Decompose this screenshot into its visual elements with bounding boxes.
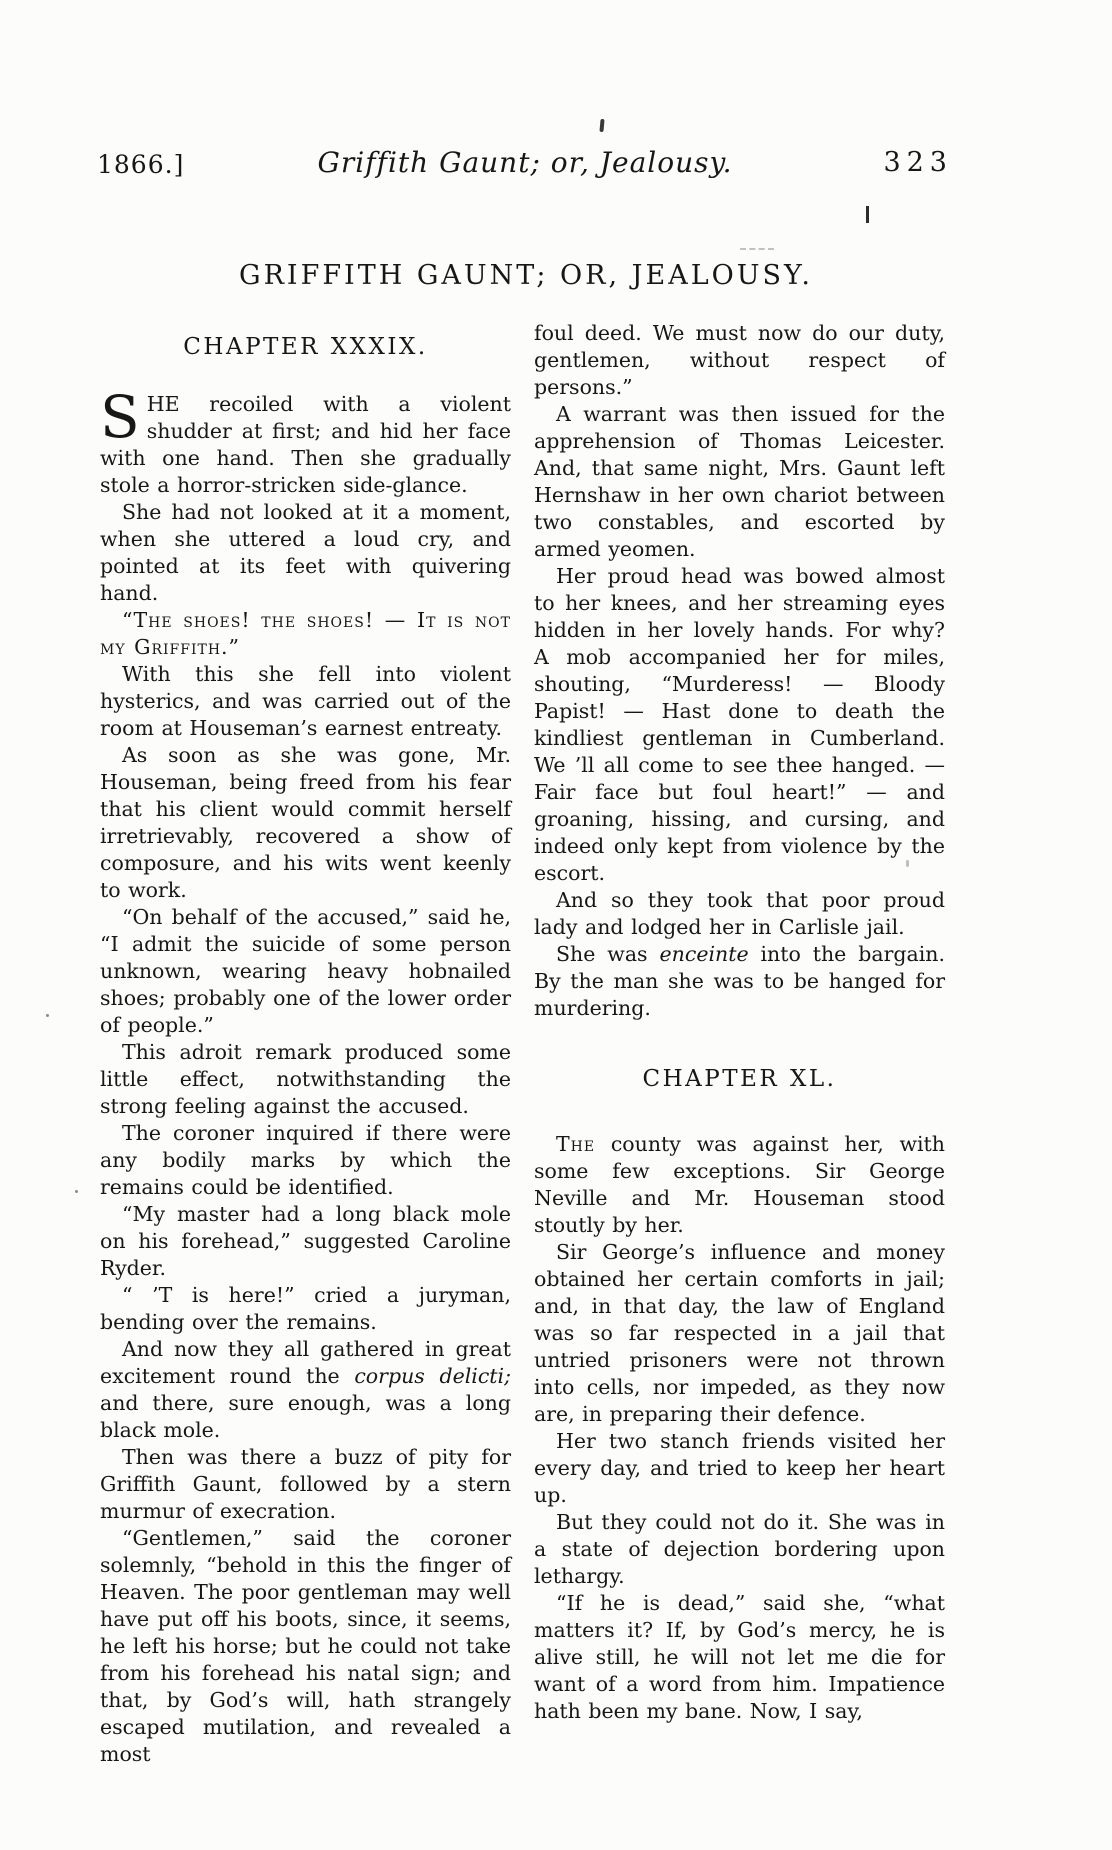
italic-phrase: enceinte [659,942,749,966]
paragraph: With this she fell into violent hysterics, and was carried out of the room at Houseman’s earnest entreaty. [100,662,511,740]
paragraph-text: county was against her, with some few exceptions. Sir George Neville and Mr. Houseman stood stoutly by her. [534,1132,945,1237]
paragraph-text: recoiled with a violent shudder at first; and hid her face with one hand. Then she gradually stole a horror-stricken side-glance. [100,392,511,497]
paragraph: Sir George’s influence and money obtained her certain comforts in jail; and, in that day, the law of England was so far respected in a jail that untried prisoners were not thrown into cells, nor impeded, as they now are, in preparing their defence. [534,1240,945,1426]
header-page-number: 323 [883,147,953,178]
paragraph: And so they took that poor proud lady and lodged her in Carlisle jail. [534,888,945,939]
page-title: GRIFFITH GAUNT; OR, JEALOUSY. [239,260,813,291]
paragraph: She had not looked at it a moment, when she uttered a loud cry, and pointed at its feet with quivering hand. [100,500,511,605]
smallcaps-lead: The [556,1132,596,1156]
paragraph-with-italic [534,941,945,1022]
paragraph-text: And now they all gathered in great excitement round the [100,1337,511,1388]
dropcap-lead: HE [146,392,180,416]
paragraph-dropcap [100,383,511,499]
paragraph: “My master had a long black mole on his forehead,” suggested Caroline Ryder. [100,1202,511,1280]
paragraph: The coroner inquired if there were any bodily marks by which the remains could be identified. [100,1121,511,1199]
paragraph-text: and there, sure enough, was a long black mole. [100,1391,511,1442]
paragraph: “If he is dead,” said she, “what matters it? If, by God’s mercy, he is alive still, he will not let me die for want of a word from him. Impatience hath been my bane. Now, I say, [534,1591,945,1723]
paragraph: Then was there a buzz of pity for Griffith Gaunt, followed by a stern murmur of execration. [100,1445,511,1523]
ink-speckle [75,1190,78,1193]
paragraph: Her two stanch friends visited her every day, and tried to keep her heart up. [534,1429,945,1507]
left-column [100,320,511,1768]
chapter-heading-xl: CHAPTER XL. [642,1066,837,1092]
paragraph-continues-next-column: “Gentlemen,” said the coroner solemnly, “behold in this the finger of Heaven. The poor gentleman may well have put off his boots, since, it seems, he left his horse; but he could not take from his forehead his natal sign; and that, by God’s will, hath strangely escaped mutilation, and revealed a most [100,1526,511,1766]
paragraph-with-italic [100,1336,511,1444]
paragraph-continuation: foul deed. We must now do our duty, gentlemen, without respect of persons.” [534,321,945,399]
paragraph: “On behalf of the accused,” said he, “I admit the suicide of some person unknown, wearing heavy hobnailed shoes; probably one of the lower order of people.” [100,905,511,1037]
paragraph-smallcaps: “The shoes! the shoes! — It is not my Griffith.” [100,608,511,659]
paragraph: “ ’T is here!” cried a juryman, bending over the remains. [100,1283,511,1334]
italic-phrase: corpus delicti; [354,1364,511,1388]
text-columns [100,320,945,1768]
paragraph-smallcaps-lead [534,1131,945,1239]
header-running-title: Griffith Gaunt; or, Jealousy. [317,146,733,179]
ink-mark-apostrophe [599,119,604,132]
chapter-heading-xxxix: CHAPTER XXXIX. [183,334,428,360]
paragraph: A warrant was then issued for the apprehension of Thomas Leicester. And, that same night, Mrs. Gaunt left Hernshaw in her own chariot between two constables, and escorted by armed yeomen. [534,402,945,561]
paragraph: Her proud head was bowed almost to her knees, and her streaming eyes hidden in her lovely hands. For why? A mob accompanied her for miles, shouting, “Murderess! — Bloody Papist! — Hast done to death the kindliest gentleman in Cumberland. We ’ll all come to see thee hanged. — Fair face but foul heart!” — and groaning, hissing, and cursing, and indeed only kept from violence by the escort. [534,564,945,885]
ink-mark-dashes [740,248,774,250]
paragraph: As soon as she was gone, Mr. Houseman, being freed from his fear that his client would commit herself irretrievably, recovered a show of composure, and his wits went keenly to work. [100,743,511,902]
paragraph: But they could not do it. She was in a state of dejection bordering upon lethargy. [534,1510,945,1588]
paragraph-text: She was [556,942,660,966]
paragraph-text: into the bargain. By the man she was to be hanged for murdering. [534,942,945,1020]
dropcap-letter: S [100,383,140,451]
paragraph: This adroit remark produced some little effect, notwithstanding the strong feeling against the accused. [100,1040,511,1118]
running-header [97,146,953,182]
ink-speckle [46,1014,49,1017]
ink-mark-tick [866,206,869,223]
header-year: 1866.] [97,150,185,179]
right-column [534,320,945,1768]
